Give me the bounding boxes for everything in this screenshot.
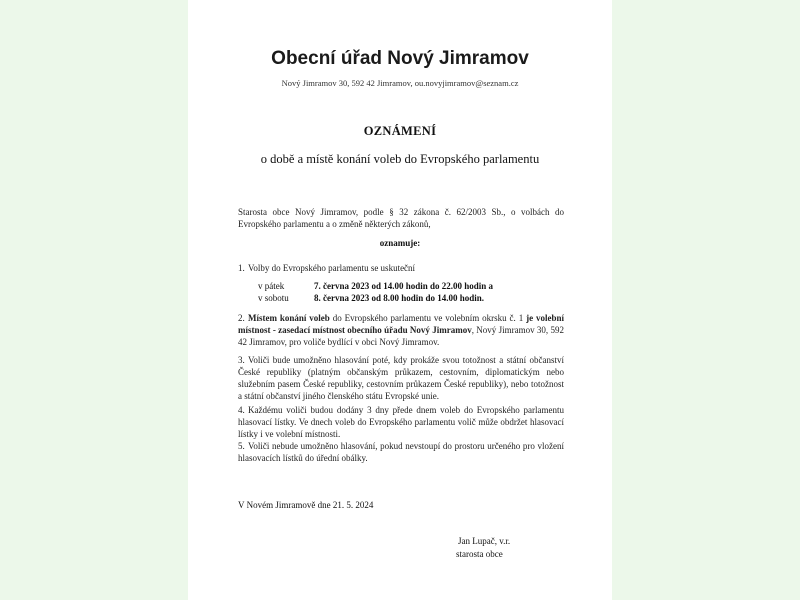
item-number: 1. — [238, 263, 245, 273]
schedule-row-saturday — [258, 293, 484, 303]
intro-paragraph: Starosta obce Nový Jimramov, podle § 32 zákona č. 62/2003 Sb., o volbách do Evropského parlamentu a o změně některých zákonů, — [238, 207, 564, 229]
item-3-text: Voliči bude umožněno hlasování poté, kdy prokáže svou totožnost a státní občanství České republiky (platným občanským průkazem, cestovním, diplomatickým nebo služebním pasem České republiky, cestovním průkazem České republiky), nebo totožnost a státní občanství jiného členského státu Evropské unie. — [238, 355, 564, 401]
item-number: 2. — [238, 313, 245, 323]
date-line: V Novém Jimramově dne 21. 5. 2024 — [238, 500, 374, 510]
item-number: 3. — [238, 355, 245, 365]
notice-subtitle: o době a místě konání voleb do Evropského parlamentu — [260, 152, 540, 166]
item-1-text: Volby do Evropského parlamentu se uskuteční — [248, 263, 416, 273]
document-page — [188, 0, 612, 600]
item-number: 5. — [238, 441, 245, 451]
schedule-time: 7. června 2023 od 14.00 hodin do 22.00 hodin a — [314, 281, 494, 291]
item-4-text: Každému voliči budou dodány 3 dny přede dnem voleb do Evropského parlamentu hlasovací lístky. Ve dnech voleb do Evropského parlamentu volič může obdržet hlasovací lístky i ve volební místnosti. — [238, 405, 564, 439]
announces-label: oznamuje: — [379, 238, 421, 248]
notice-title: OZNÁMENÍ — [363, 124, 437, 138]
item-5-text: Voliči nebude umožněno hlasování, pokud nevstoupí do prostoru určeného pro vložení hlasovacích lístků do úřední obálky. — [238, 441, 564, 463]
signature-name: Jan Lupač, v.r. — [458, 536, 511, 546]
schedule-time: 8. června 2023 od 8.00 hodin do 14.00 hodin. — [314, 293, 485, 303]
item-3 — [238, 354, 564, 402]
item-4 — [238, 404, 564, 440]
schedule-day: v pátek — [258, 281, 285, 291]
office-name: Obecní úřad Nový Jimramov — [271, 48, 529, 69]
item-2 — [238, 312, 564, 348]
schedule-day: v sobotu — [258, 293, 289, 303]
schedule-row-friday — [258, 281, 493, 291]
item-2-tail: , Nový Jimramov 30, 592 42 Jimramov, pro voliče bydlící v obci Nový Jimramov. — [238, 325, 565, 347]
item-2-mid: do Evropského parlamentu ve volebním okrsku č. 1 — [329, 313, 527, 323]
office-address: Nový Jimramov 30, 592 42 Jimramov, ou.novyjimramov@seznam.cz — [281, 78, 519, 88]
signature-role: starosta obce — [456, 549, 503, 559]
item-2-lead: Místem konání voleb — [248, 313, 330, 323]
item-5 — [238, 440, 564, 464]
item-1 — [238, 262, 564, 274]
item-2-location: je volební místnost - zasedací místnost obecního úřadu Nový Jimramov — [238, 313, 565, 335]
item-number: 4. — [238, 405, 245, 415]
